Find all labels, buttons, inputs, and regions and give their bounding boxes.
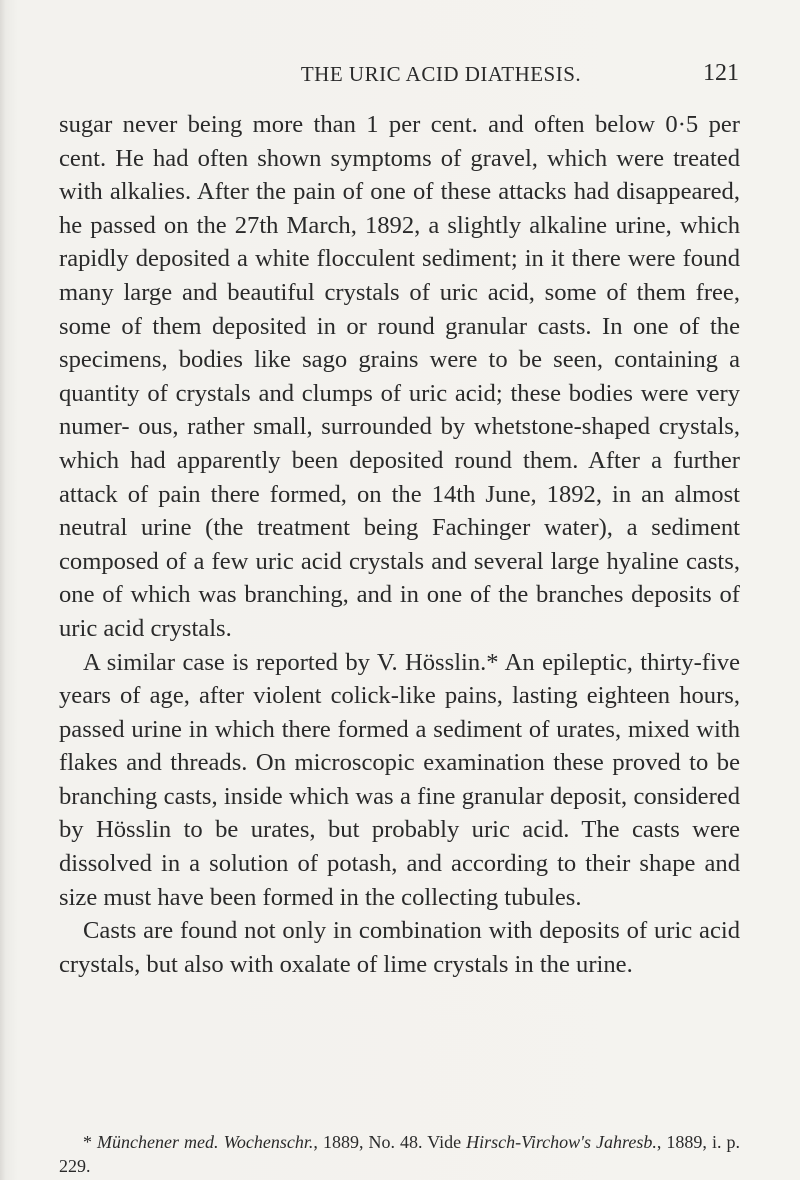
footnote [59, 1130, 740, 1178]
footnote-journal-2: Hirsch-Virchow's Jahresb. [466, 1132, 657, 1152]
running-title: THE URIC ACID DIATHESIS. [300, 62, 582, 86]
paragraph-3: Casts are found not only in combination with deposits of uric acid crystals, but also with oxalate of lime crystals in the urine. [59, 917, 740, 978]
footnote-citation-2: , 1889, i. p. 229. [59, 1132, 740, 1176]
paragraph-2: A similar case is reported by V. Hösslin.* An epileptic, thirty-five years of age, after violent colick-like pains, lasting eighteen hours, passed urine in which there formed a sediment of urates, mixed with flakes and threads. On microscopic examination these proved to be branching casts, inside which was a fine granular deposit, considered by Hösslin to be urates, but probably uric acid. The casts were dissolved in a solution of potash, and according to their shape and size must have been formed in the collecting tubules. [59, 648, 740, 911]
page-number: 121 [703, 60, 739, 86]
paragraph-1: sugar never being more than 1 per cent. and often below 0·5 per cent. He had often shown symptoms of gravel, which were treated with alkalies. After the pain of one of these attacks had disappeared, he passed on the 27th March, 1892, a slightly alkaline urine, which rapidly deposited a white flocculent sediment; in it there were found many large and beautiful crystals of uric acid, some of them free, some of them deposited in or round granular casts. In one of the specimens, bodies like sago grains were to be seen, containing a quantity of crystals and clumps of uric acid; these bodies were very numer- ous, rather small, surrounded by whetstone-shaped crystals, which had apparently been deposited round them. After a further attack of pain there formed, on the 14th June, 1892, in an almost neutral urine (the treatment being Fachinger water), a sediment composed of a few uric acid crystals and several large hyaline casts, one of which was branching, and in one of the branches deposits of uric acid crystals. [59, 111, 740, 642]
footnote-citation-1: , 1889, No. 48. Vide [313, 1132, 467, 1152]
footnote-journal-1: Münchener med. Wochenschr. [97, 1132, 314, 1152]
main-text [59, 108, 740, 981]
footnote-marker: * [83, 1132, 98, 1152]
